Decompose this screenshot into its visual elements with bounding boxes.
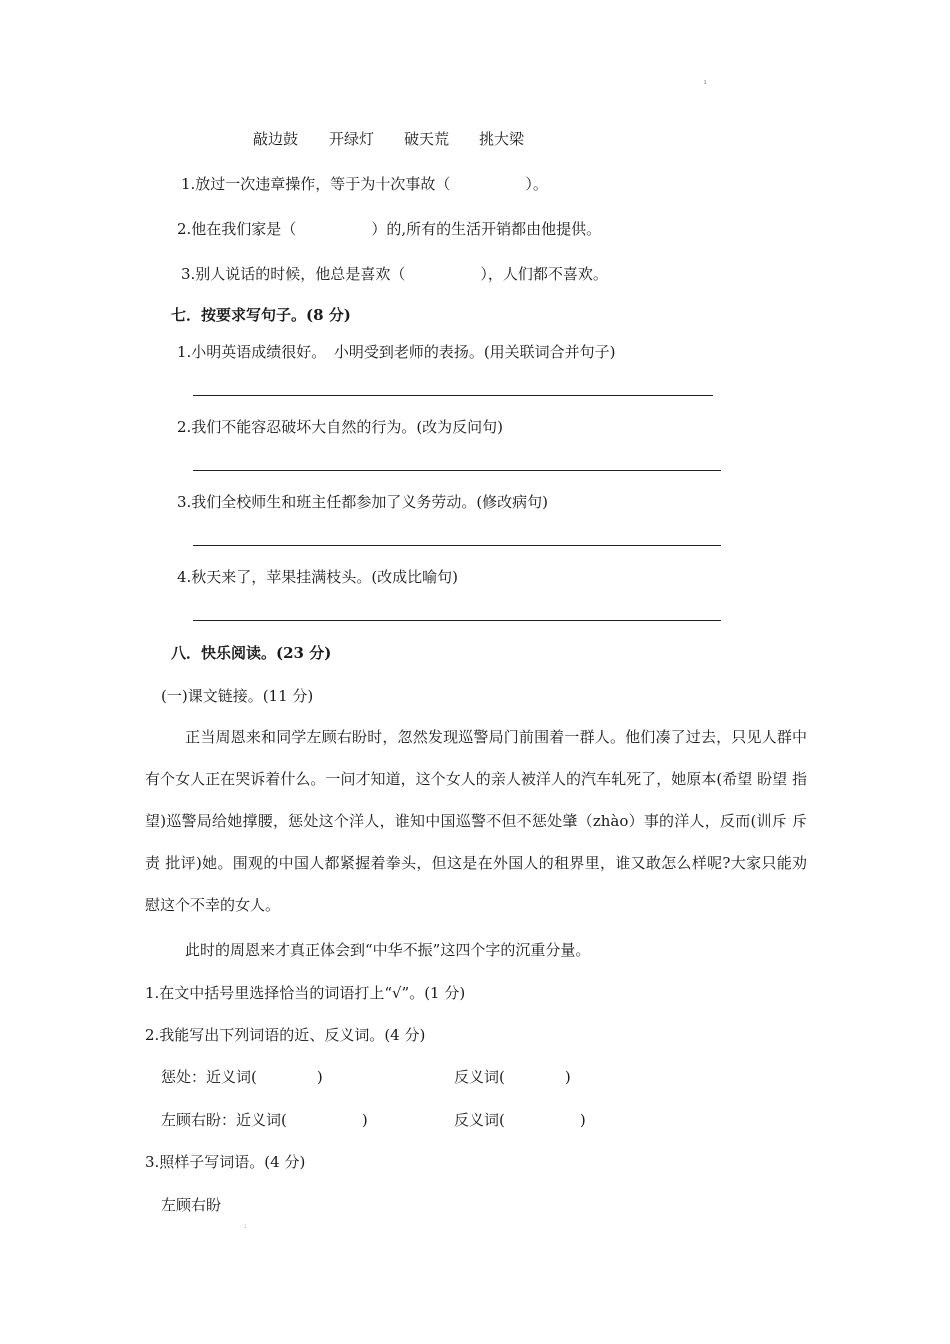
fill-item: 1.放过一次违章操作，等于为十次事故（ ）。: [181, 175, 548, 193]
word-bank-item: 敲边鼓: [253, 130, 299, 148]
reading-question: 3.照样子写词语。(4 分): [145, 1153, 306, 1171]
scan-mark: ı: [704, 78, 707, 86]
question-item: 4.秋天来了，苹果挂满枝头。(改成比喻句): [177, 568, 459, 586]
question-item: 2.我们不能容忍破坏大自然的行为。(改为反问句): [177, 418, 504, 436]
fill-item: 3.别人说话的时候，他总是喜欢（ ），人们都不喜欢。: [181, 265, 608, 283]
fill-item: 2.他在我们家是（ ）的,所有的生活开销都由他提供。: [177, 220, 602, 238]
answer-line[interactable]: [193, 545, 721, 546]
answer-line[interactable]: [193, 470, 721, 471]
section-heading: 七．按要求写句子。(8 分): [171, 306, 351, 324]
synonym-answer[interactable]: 左顾右盼：近义词( ): [161, 1111, 368, 1129]
passage-conclusion: 此时的周恩来才真正体会到“中华不振”这四个字的沉重分量。: [185, 941, 591, 959]
reading-passage: [145, 716, 807, 926]
antonym-answer[interactable]: 反义词( ): [454, 1068, 571, 1086]
word-bank-item: 开绿灯: [329, 130, 375, 148]
reading-question: 2.我能写出下列词语的近、反义词。(4 分): [145, 1026, 426, 1044]
antonym-answer[interactable]: 反义词( ): [454, 1111, 586, 1129]
word-bank-item: 破天荒: [404, 130, 450, 148]
example-word: 左顾右盼: [161, 1196, 222, 1214]
question-item: 3.我们全校师生和班主任都参加了义务劳动。(修改病句): [177, 493, 549, 511]
synonym-answer[interactable]: 惩处：近义词( ): [161, 1068, 323, 1086]
word-bank-item: 挑大梁: [479, 130, 525, 148]
reading-question: 1.在文中括号里选择恰当的词语打上“√”。(1 分): [145, 984, 466, 1002]
answer-line[interactable]: [193, 395, 713, 396]
passage-text: 正当周恩来和同学左顾右盼时，忽然发现巡警局门前围着一群人。他们凑了过去，只见人群中有个女人正在哭诉着什么。一问才知道，这个女人的亲人被洋人的汽车轧死了，她原本(希望 盼望 指望)巡警局给她撑腰，惩处这个洋人，谁知中国巡警不但不惩处肇（zhào）事的洋人，反而(训斥 斥责 批评)她。围观的中国人都紧握着拳头，但这是在外国人的租界里，谁又敢怎么样呢?大家只能劝慰这个不幸的女人。: [145, 728, 807, 914]
section-heading: 八．快乐阅读。(23 分): [171, 644, 332, 662]
scan-mark: :: [244, 1222, 247, 1230]
answer-line[interactable]: [193, 620, 721, 621]
question-item: 1.小明英语成绩很好。 小明受到老师的表扬。(用关联词合并句子): [177, 343, 616, 361]
subsection-heading: (一)课文链接。(11 分): [161, 687, 314, 705]
